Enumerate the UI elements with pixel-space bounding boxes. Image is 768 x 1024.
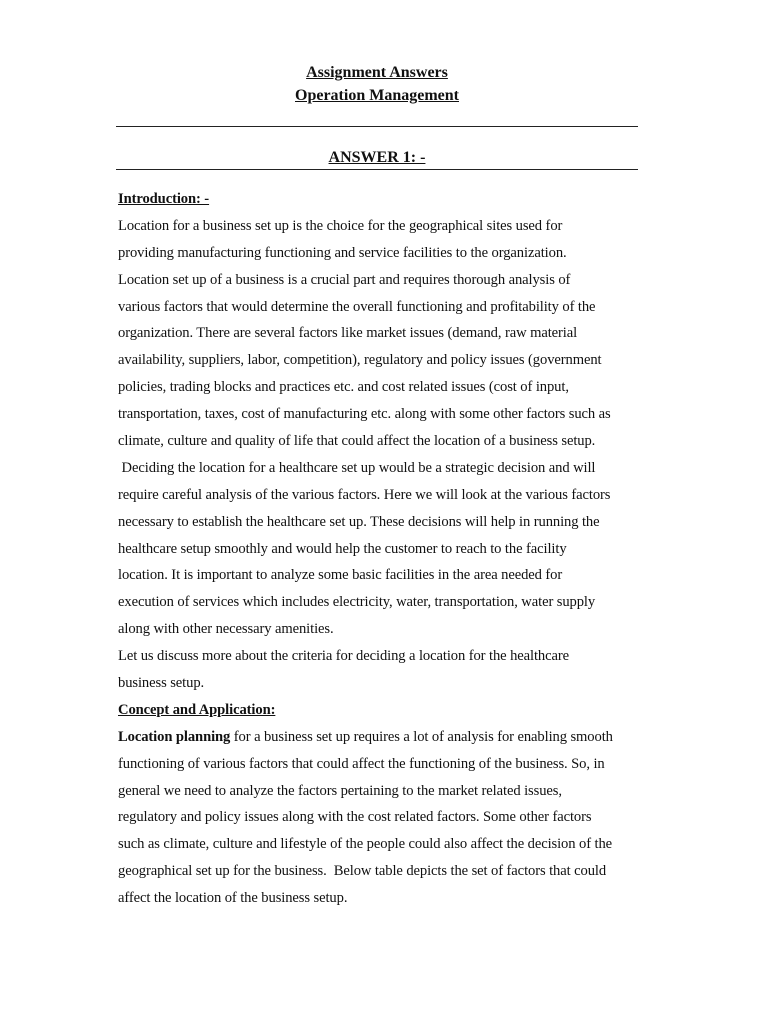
document-title <box>0 61 754 107</box>
text-line: organization. There are several factors like market issues (demand, raw material <box>118 325 578 342</box>
body-text <box>118 186 640 912</box>
text-line: business setup. <box>118 675 205 692</box>
text-line: availability, suppliers, labor, competition), regulatory and policy issues (government <box>118 352 602 369</box>
text-line: general we need to analyze the factors pertaining to the market related issues, <box>118 782 562 799</box>
title-line-subject: Operation Management <box>295 87 459 104</box>
text-line: affect the location of the business setup. <box>118 890 348 907</box>
concept-paragraph <box>118 724 640 912</box>
concept-heading: Concept and Application: <box>118 701 276 718</box>
text-line: regulatory and policy issues along with the cost related factors. Some other factors <box>118 809 592 826</box>
text-line: along with other necessary amenities. <box>118 621 334 638</box>
text-run: for a business set up requires a lot of analysis for enabling smooth <box>230 728 613 745</box>
text-line: functioning of various factors that could affect the functioning of the business. So, in <box>118 755 605 772</box>
text-line: Location set up of a business is a crucial part and requires thorough analysis of <box>118 271 571 288</box>
introduction-paragraph <box>118 213 640 697</box>
text-line: providing manufacturing functioning and service facilities to the organization. <box>118 244 567 261</box>
horizontal-rule-bottom <box>116 169 638 170</box>
text-line <box>118 724 640 751</box>
text-line: require careful analysis of the various factors. Here we will look at the various factors <box>118 486 611 503</box>
text-line: Location for a business set up is the choice for the geographical sites used for <box>118 217 563 234</box>
bold-lead-term: Location planning <box>118 728 231 745</box>
text-line: various factors that would determine the overall functioning and profitability of the <box>118 298 596 315</box>
answer-heading: ANSWER 1: - <box>328 149 426 166</box>
text-line: healthcare setup smoothly and would help the customer to reach to the facility <box>118 540 567 557</box>
text-line: location. It is important to analyze some basic facilities in the area needed for <box>118 567 563 584</box>
introduction-heading: Introduction: - <box>118 191 210 207</box>
text-line: Deciding the location for a healthcare set up would be a strategic decision and will <box>118 459 596 476</box>
text-line: policies, trading blocks and practices etc. and cost related issues (cost of input, <box>118 379 569 396</box>
text-line: such as climate, culture and lifestyle of the people could also affect the decision of the <box>118 836 613 853</box>
title-line-assignment: Assignment Answers <box>306 64 448 81</box>
horizontal-rule-top <box>116 126 638 127</box>
text-line: geographical set up for the business. Below table depicts the set of factors that could <box>118 863 607 880</box>
text-line: climate, culture and quality of life that could affect the location of a business setup. <box>118 433 596 450</box>
text-line: Let us discuss more about the criteria for deciding a location for the healthcare <box>118 648 570 665</box>
text-line: transportation, taxes, cost of manufacturing etc. along with some other factors such as <box>118 406 611 423</box>
text-line: execution of services which includes electricity, water, transportation, water supply <box>118 594 596 611</box>
text-line: necessary to establish the healthcare set up. These decisions will help in running the <box>118 513 600 530</box>
